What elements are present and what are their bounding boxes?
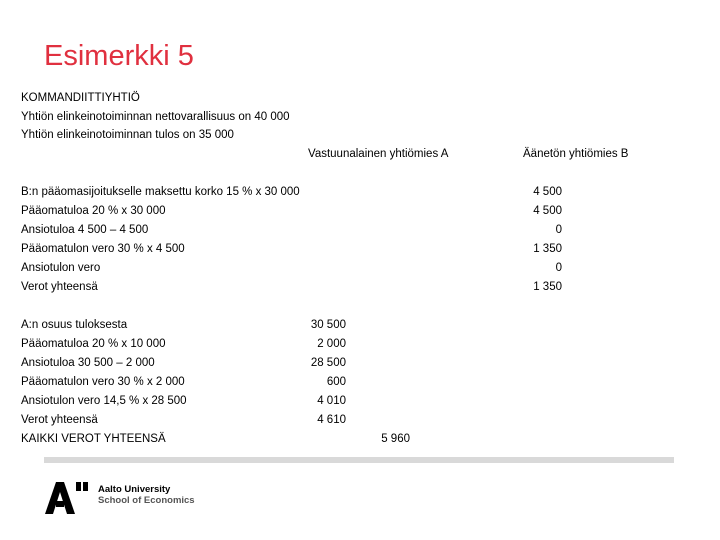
b-row-value: 4 500 (533, 186, 562, 198)
a-row-value: 4 610 (317, 414, 346, 426)
footer-divider (44, 457, 674, 463)
a-row-label: Pääomatuloa 20 % x 10 000 (21, 338, 166, 350)
b-row-label: Verot yhteensä (21, 281, 98, 293)
b-row-value: 1 350 (533, 243, 562, 255)
b-row-label: B:n pääomasijoitukselle maksettu korko 15 % x 30 000 (21, 186, 300, 198)
b-row-label: Pääomatulon vero 30 % x 4 500 (21, 243, 185, 255)
intro-line-2: Yhtiön elinkeinotoiminnan nettovarallisuus on 40 000 (21, 111, 290, 123)
b-row-value: 4 500 (533, 205, 562, 217)
header-partner-a: Vastuunalainen yhtiömies A (308, 148, 449, 160)
a-row-value: 30 500 (310, 319, 346, 331)
b-row-label: Ansiotuloa 4 500 – 4 500 (21, 224, 149, 236)
intro-line-3: Yhtiön elinkeinotoiminnan tulos on 35 000 (21, 129, 234, 141)
logo-university: Aalto University (98, 484, 171, 495)
aalto-logo-icon (45, 480, 91, 516)
a-row-label: Verot yhteensä (21, 414, 98, 426)
b-row-label: Ansiotulon vero (21, 262, 101, 274)
a-row-label: Ansiotuloa 30 500 – 2 000 (21, 357, 155, 369)
a-row-value: 4 010 (317, 395, 346, 407)
a-row-value: 28 500 (310, 357, 346, 369)
total-value: 5 960 (381, 433, 410, 445)
logo-school: School of Economics (98, 495, 195, 506)
intro-line-1: KOMMANDIITTIYHTIÖ (21, 92, 140, 104)
b-row-value: 0 (555, 262, 562, 274)
b-row-value: 1 350 (533, 281, 562, 293)
slide-title: Esimerkki 5 (44, 40, 194, 72)
a-row-label: Ansiotulon vero 14,5 % x 28 500 (21, 395, 187, 407)
a-row-label: A:n osuus tuloksesta (21, 319, 128, 331)
b-row-label: Pääomatuloa 20 % x 30 000 (21, 205, 166, 217)
header-partner-b: Äänetön yhtiömies B (523, 148, 629, 160)
b-row-value: 0 (555, 224, 562, 236)
a-row-label: Pääomatulon vero 30 % x 2 000 (21, 376, 185, 388)
aalto-logo (45, 480, 91, 521)
a-row-value: 600 (326, 376, 346, 388)
a-row-value: 2 000 (317, 338, 346, 350)
total-label: KAIKKI VEROT YHTEENSÄ (21, 433, 166, 445)
